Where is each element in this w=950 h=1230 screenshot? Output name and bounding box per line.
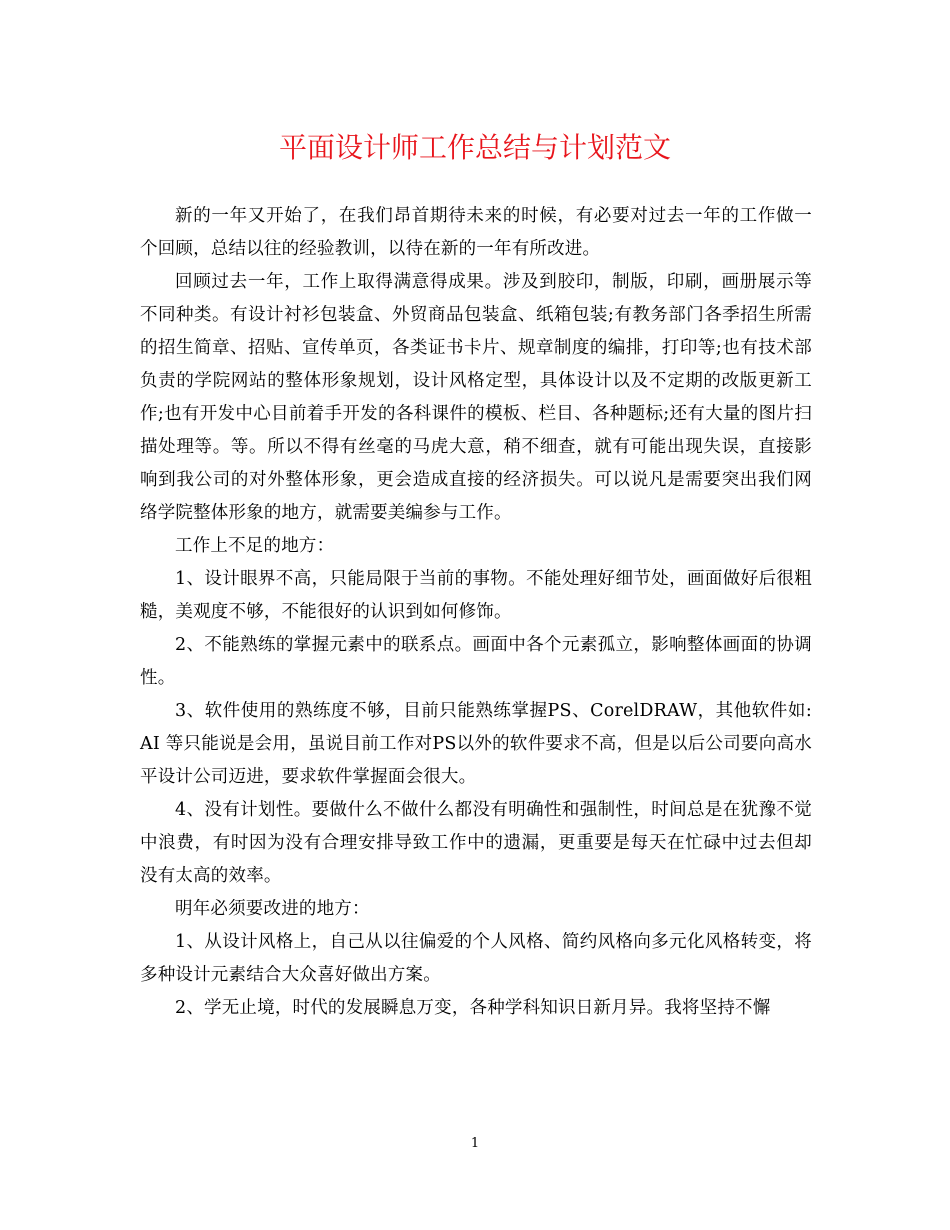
heading-improvements: 明年必须要改进的地方： [175,899,370,919]
document-title: 平面设计师工作总结与计划范文 [278,131,671,164]
shortcoming-item-3: 3、软件使用的熟练度不够，目前只能熟练掌握PS、CorelDRAW，其他软件如:AI 等只能说是会用，虽说目前工作对PS以外的软件要求不高，但是以后公司要向高水平设计公司迈进，要求软件掌握面会很大。 [140,701,812,787]
shortcoming-item-2: 2、不能熟练的掌握元素中的联系点。画面中各个元素孤立，影响整体画面的协调性。 [140,635,812,688]
shortcoming-item-4: 4、没有计划性。要做什么不做什么都没有明确性和强制性，时间总是在犹豫不觉中浪费，有时因为没有合理安排导致工作中的遗漏，更重要是每天在忙碌中过去但却没有太高的效率。 [140,800,812,886]
shortcoming-item-1: 1、设计眼界不高，只能局限于当前的事物。不能处理好细节处，画面做好后很粗糙，美观度不够，不能很好的认识到如何修饰。 [140,569,812,622]
paragraph-review: 回顾过去一年，工作上取得满意得成果。涉及到胶印，制版，印刷，画册展示等不同种类。有设计衬衫包装盒、外贸商品包装盒、纸箱包装;有教务部门各季招生所需的招生简章、招贴、宣传单页，各类证书卡片、规章制度的编排，打印等;也有技术部负责的学院网站的整体形象规划，设计风格定型，具体设计以及不定期的改版更新工作;也有开发中心目前着手开发的各科课件的模板、栏目、各种题标;还有大量的图片扫描处理等。等。所以不得有丝毫的马虎大意，稍不细查，就有可能出现失误，直接影响到我公司的对外整体形象，更会造成直接的经济损失。可以说凡是需要突出我们网络学院整体形象的地方，就需要美编参与工作。 [140,272,812,523]
heading-shortcomings: 工作上不足的地方： [175,536,335,556]
improvement-item-1: 1、从设计风格上，自己从以往偏爱的个人风格、简约风格向多元化风格转变，将多种设计元素结合大众喜好做出方案。 [140,932,812,985]
document-body [140,200,812,1025]
page-number: 1 [470,1136,480,1151]
paragraph-intro: 新的一年又开始了，在我们昂首期待未来的时候，有必要对过去一年的工作做一个回顾，总结以往的经验教训，以待在新的一年有所改进。 [140,206,812,259]
improvement-item-2: 2、学无止境，时代的发展瞬息万变，各种学科知识日新月异。我将坚持不懈 [175,998,771,1018]
